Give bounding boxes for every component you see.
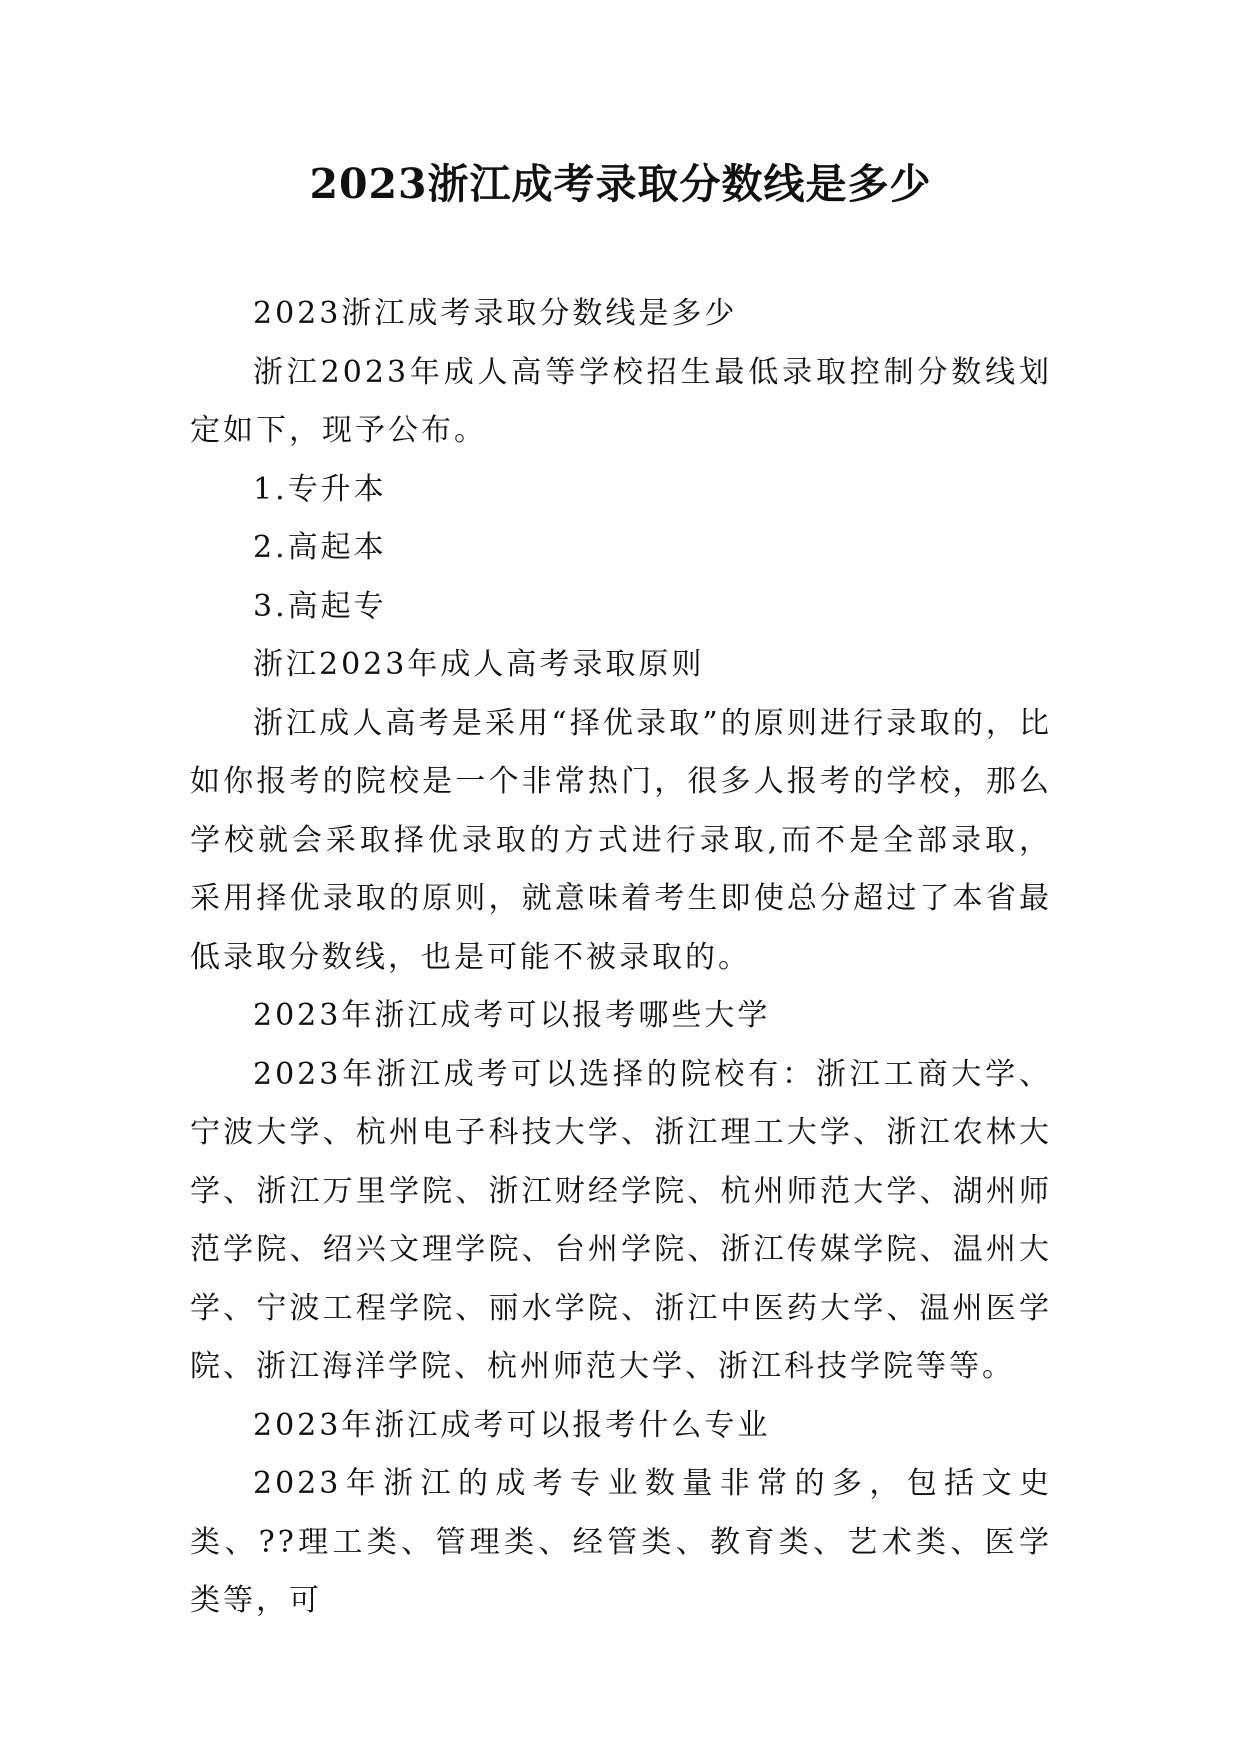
paragraph-heading: 2023浙江成考录取分数线是多少 [253,296,738,331]
paragraph-admission-principles: 浙江成人高考是采用“择优录取”的原则进行录取的，比如你报考的院校是一个非常热门，很多人报考的学校，那么学校就会采取择优录取的方式进行录取,而不是全部录取，采用择优录取的原则，就意味着考生即使总分超过了本省最低录取分数线，也是可能不被录取的。 [190,705,1052,975]
list-item-zhuanshengben: 1.专升本 [253,471,387,507]
paragraph-universities: 2023年浙江成考可以选择的院校有：浙江工商大学、宁波大学、杭州电子科技大学、浙江理工大学、浙江农林大学、浙江万里学院、浙江财经学院、杭州师范大学、湖州师范学院、绍兴文理学院、台州学院、浙江传媒学院、温州大学、宁波工程学院、丽水学院、浙江中医药大学、温州医学院、浙江海洋学院、杭州师范大学、浙江科技学院等等。 [190,1056,1052,1384]
document-body [190,285,1052,1631]
paragraph-announcement: 浙江2023年成人高等学校招生最低录取控制分数线划定如下，现予公布。 [190,354,1052,448]
list-item-gaoqiben: 2.高起本 [253,530,387,565]
section-heading-admission-principles: 浙江2023年成人高考录取原则 [253,647,705,682]
list-item-gaoqizhuan: 3.高起专 [253,588,387,624]
section-heading-universities: 2023年浙江成考可以报考哪些大学 [253,998,771,1033]
section-heading-majors: 2023年浙江成考可以报考什么专业 [253,1407,771,1443]
paragraph-majors: 2023年浙江的成考专业数量非常的多，包括文史类、??理工类、管理类、经管类、教育类、艺术类、医学类等，可 [190,1466,1052,1618]
document-title: 2023浙江成考录取分数线是多少 [309,160,932,208]
